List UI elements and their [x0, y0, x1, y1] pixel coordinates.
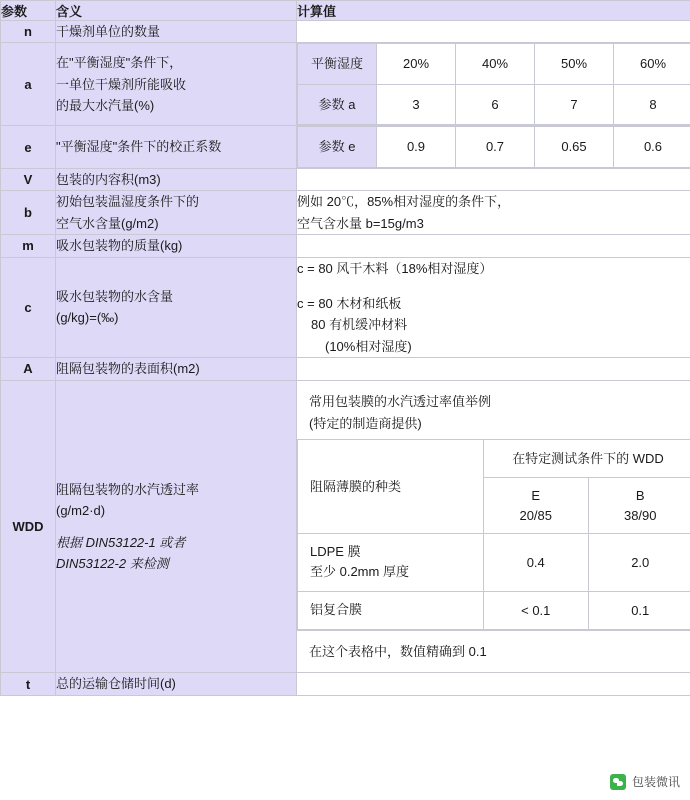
- wdd-subcol-e-cond: 20/85: [519, 507, 553, 523]
- wdd-subcol-b-code: B: [635, 488, 645, 504]
- header-calc: 计算值: [297, 1, 690, 21]
- wdd-head-line1: 常用包装膜的水汽透过率值举例: [309, 393, 492, 409]
- wdd-subcol-b: [588, 478, 690, 534]
- param-c: c: [1, 257, 56, 358]
- param-e-row: [298, 127, 690, 167]
- meaning-wdd-line2: (g/m2·d): [56, 503, 106, 519]
- calc-c-line4: (10%相对湿度): [325, 338, 412, 354]
- param-a-value-3: 7: [535, 84, 614, 124]
- meaning-a-line2: 一单位干燥剂所能吸收: [56, 76, 187, 92]
- wdd-film-name-1-line2: 至少 0.2mm 厚度: [310, 564, 409, 580]
- param-wdd: WDD: [1, 380, 56, 673]
- calc-b-line1: 例如 20℃，85%相对湿度的条件下，: [297, 194, 511, 210]
- table-row: [1, 191, 690, 235]
- meaning-wdd-line1: 阻隔包装物的水汽透过率: [56, 481, 200, 497]
- meaning-c: [56, 257, 297, 358]
- humidity-value-1: 20%: [377, 44, 456, 84]
- param-b: b: [1, 191, 56, 235]
- wdd-film-name-1-line1: LDPE 膜: [310, 544, 361, 560]
- humidity-label: 平衡湿度: [298, 44, 377, 84]
- wdd-footnote: 在这个表格中，数值精确到 0.1: [297, 630, 690, 672]
- wdd-value-1-e: 0.4: [484, 534, 589, 591]
- param-e-value-4: 0.6: [614, 127, 690, 167]
- meaning-v: 包装的内容积(m3): [56, 168, 297, 190]
- watermark-label: 包装微讯: [631, 775, 680, 789]
- humidity-row: [298, 44, 690, 84]
- meaning-m: 吸水包装物的质量(kg): [56, 235, 297, 257]
- meaning-t: 总的运输仓储时间(d): [56, 673, 297, 695]
- wdd-film-name-2: [298, 591, 484, 629]
- table-row: [1, 380, 690, 673]
- meaning-n: 干燥剂单位的数量: [56, 21, 297, 43]
- header-meaning: 含义: [56, 1, 297, 21]
- wdd-film-name-1: [298, 534, 484, 591]
- meaning-wdd-line3: 根据 DIN53122-1 或者: [56, 534, 186, 550]
- watermark: [610, 773, 680, 790]
- wdd-subcol-e-code: E: [531, 488, 541, 504]
- meaning-wdd-line4: DIN53122-2 来检测: [56, 556, 169, 572]
- meaning-c-line1: 吸水包装物的水含量: [56, 288, 174, 304]
- param-e-value-3: 0.65: [535, 127, 614, 167]
- meaning-wdd: [56, 380, 297, 673]
- wdd-values-table: [297, 439, 690, 630]
- wdd-head: [297, 381, 690, 439]
- param-e-value-2: 0.7: [456, 127, 535, 167]
- calc-c-line3: 80 有机缓冲材料: [311, 317, 408, 333]
- meaning-c-line2: (g/kg)=(‰): [56, 310, 119, 326]
- table-row: [1, 673, 690, 695]
- table-row: [1, 235, 690, 257]
- meaning-A: 阻隔包装物的表面积(m2): [56, 358, 297, 380]
- param-a-value-2: 6: [456, 84, 535, 124]
- table-row: [1, 126, 690, 168]
- humidity-value-4: 60%: [614, 44, 690, 84]
- param-a-value-4: 8: [614, 84, 690, 124]
- param-n: n: [1, 21, 56, 43]
- param-A: A: [1, 358, 56, 380]
- calc-c: [297, 257, 690, 358]
- wdd-value-2-e: < 0.1: [484, 591, 589, 629]
- param-e-label: 参数 e: [298, 127, 377, 167]
- param-t: t: [1, 673, 56, 695]
- wdd-value-2-b: 0.1: [588, 591, 690, 629]
- meaning-a-line1: 在"平衡湿度"条件下，: [56, 55, 183, 71]
- meaning-b: [56, 191, 297, 235]
- header-param: 参数: [1, 1, 56, 21]
- param-a-row: [298, 84, 690, 124]
- humidity-parameter-table: [297, 43, 690, 125]
- wdd-subcol-e: [484, 478, 589, 534]
- wdd-film-name-2-line1: 铝复合膜: [310, 602, 363, 618]
- calc-a: [297, 43, 690, 126]
- wdd-type-header: 阻隔薄膜的种类: [298, 439, 484, 533]
- wdd-examples-block: [297, 381, 690, 673]
- wdd-subcol-b-cond: 38/90: [623, 507, 657, 523]
- param-a-label: 参数 a: [298, 84, 377, 124]
- meaning-b-line2: 空气水含量(g/m2): [56, 215, 159, 231]
- wdd-header-row-1: [298, 439, 690, 477]
- param-a-value-1: 3: [377, 84, 456, 124]
- table-row: [1, 21, 690, 43]
- wechat-icon: [610, 774, 626, 790]
- wdd-head-line2: (特定的制造商提供): [309, 415, 422, 431]
- calc-b: [297, 191, 690, 235]
- calc-c-line1: c = 80 风干木料（18%相对湿度）: [297, 260, 493, 276]
- wdd-data-row: [298, 534, 690, 591]
- wdd-value-1-b: 2.0: [588, 534, 690, 591]
- param-m: m: [1, 235, 56, 257]
- humidity-value-2: 40%: [456, 44, 535, 84]
- meaning-a-line3: 的最大水汽量(%): [56, 98, 155, 114]
- meaning-b-line1: 初始包装温湿度条件下的: [56, 194, 200, 210]
- meaning-e: "平衡湿度"条件下的校正系数: [56, 126, 297, 168]
- table-row: [1, 168, 690, 190]
- param-a: a: [1, 43, 56, 126]
- param-v: V: [1, 168, 56, 190]
- wdd-data-row: [298, 591, 690, 629]
- calc-wdd: [297, 380, 690, 673]
- param-e: e: [1, 126, 56, 168]
- table-row: [1, 257, 690, 358]
- meaning-a: [56, 43, 297, 126]
- calc-c-line2: c = 80 木材和纸板: [297, 295, 402, 311]
- table-row: [1, 43, 690, 126]
- calc-A: [297, 358, 690, 380]
- calc-t: [297, 673, 690, 695]
- calc-n: [297, 21, 690, 43]
- table-row: [1, 358, 690, 380]
- param-e-table: [297, 126, 690, 167]
- table-header-row: [1, 1, 690, 21]
- calc-b-line2: 空气含水量 b=15g/m3: [297, 215, 424, 231]
- calc-e: [297, 126, 690, 168]
- wdd-group-header: 在特定测试条件下的 WDD: [484, 439, 690, 477]
- calc-m: [297, 235, 690, 257]
- param-e-value-1: 0.9: [377, 127, 456, 167]
- calc-v: [297, 168, 690, 190]
- humidity-value-3: 50%: [535, 44, 614, 84]
